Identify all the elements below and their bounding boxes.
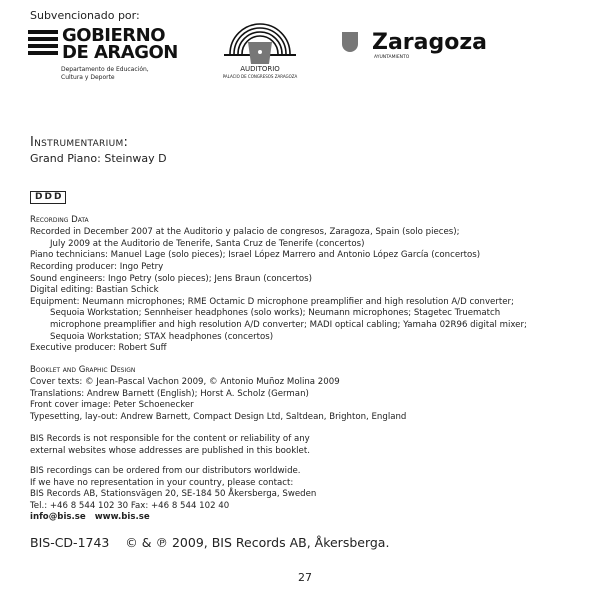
logo-subtext: AYUNTAMIENTO	[374, 55, 410, 60]
text-line: Equipment: Neumann microphones; RME Octamic D microphone preamplifier and high resolution A/D converter;	[30, 296, 514, 307]
text-line: Cover texts: © Jean-Pascal Vachon 2009, © Antonio Muñoz Molina 2009	[30, 377, 340, 388]
auditorio-logo	[218, 18, 302, 84]
contact-section	[30, 466, 316, 524]
email-link[interactable]: info@bis.se	[30, 512, 86, 523]
gobierno-de-aragon-logo	[28, 25, 178, 83]
logo-text: DE ARAGON	[62, 42, 178, 63]
text-line: Executive producer: Robert Suff	[30, 343, 167, 354]
logo-text: Zaragoza	[372, 30, 488, 55]
text-line: Recorded in December 2007 at the Auditorio y palacio de congresos, Zaragoza, Spain (solo pieces);	[30, 227, 460, 238]
text-line: Sequoia Workstation; STAX headphones (concertos)	[50, 331, 274, 342]
lion-shield-icon	[342, 32, 358, 52]
text-line: microphone preamplifier and high resolution A/D converter; MADI optical cabling; Yamaha 02R96 digital mixer;	[50, 319, 527, 330]
text-line: BIS Records is not responsible for the content or reliability of any	[30, 434, 310, 444]
copyright: © & ℗ 2009, BIS Records AB, Åkersberga.	[125, 535, 390, 550]
text-line: Typesetting, lay-out: Andrew Barnett, Compact Design Ltd, Saltdean, Brighton, England	[30, 411, 407, 422]
logo-text: AUDITORIO	[240, 65, 280, 73]
ddd-badge: DDD	[30, 191, 66, 204]
text-line: Recording producer: Ingo Petry	[30, 261, 164, 272]
recording-data-section	[30, 215, 527, 355]
text-line: BIS Records AB, Stationsvägen 20, SE-184 50 Åkersberga, Sweden	[30, 489, 317, 500]
instrumentarium-heading: Instrumentarium:	[30, 135, 129, 150]
text-line: Piano technicians: Manuel Lage (solo pieces); Israel López Marrero and Antonio López García (concertos)	[30, 250, 481, 261]
text-line: external websites whose addresses are published in this booklet.	[30, 445, 310, 456]
text-line: BIS recordings can be ordered from our distributors worldwide.	[30, 466, 301, 476]
text-line: Tel.: +46 8 544 102 30 Fax: +46 8 544 102 40	[30, 500, 230, 511]
text-line: July 2009 at the Auditorio de Tenerife, Santa Cruz de Tenerife (concertos)	[50, 238, 365, 249]
section-heading: Booklet and Graphic Design	[30, 365, 136, 375]
zaragoza-logo	[340, 30, 488, 68]
sponsors-label: Subvencionado por:	[30, 9, 140, 22]
aragon-stripes-icon	[28, 30, 58, 58]
logo-subtext: PALACIO DE CONGRESOS ZARAGOZA	[222, 74, 298, 79]
text-line: Digital editing: Bastian Schick	[30, 285, 159, 296]
footer	[30, 535, 389, 550]
section-heading: Recording Data	[30, 215, 89, 225]
logo-text: GOBIERNO	[62, 25, 166, 46]
booklet-section	[30, 365, 406, 424]
auditorium-arch-icon	[218, 18, 302, 64]
text-line: If we have no representation in your country, please contact:	[30, 477, 294, 488]
text-line: Translations: Andrew Barnett (English); Horst A. Scholz (German)	[30, 388, 309, 399]
logo-subtext: Cultura y Deporte	[61, 74, 115, 81]
text-line: Sound engineers: Ingo Petry (solo pieces); Jens Braun (concertos)	[30, 273, 312, 284]
page-number: 27	[298, 571, 312, 584]
catalog-number: BIS-CD-1743	[30, 535, 110, 550]
website-link[interactable]: www.bis.se	[94, 512, 150, 523]
text-line: Front cover image: Peter Schoenecker	[30, 400, 194, 411]
instrumentarium-text: Grand Piano: Steinway D	[30, 152, 167, 165]
disclaimer	[30, 434, 310, 457]
logo-subtext: Departamento de Educación,	[61, 66, 149, 73]
text-line: Sequoia Workstation; Sennheiser headphones (solo works); Neumann microphones; Stagetec Truematch	[50, 308, 501, 319]
